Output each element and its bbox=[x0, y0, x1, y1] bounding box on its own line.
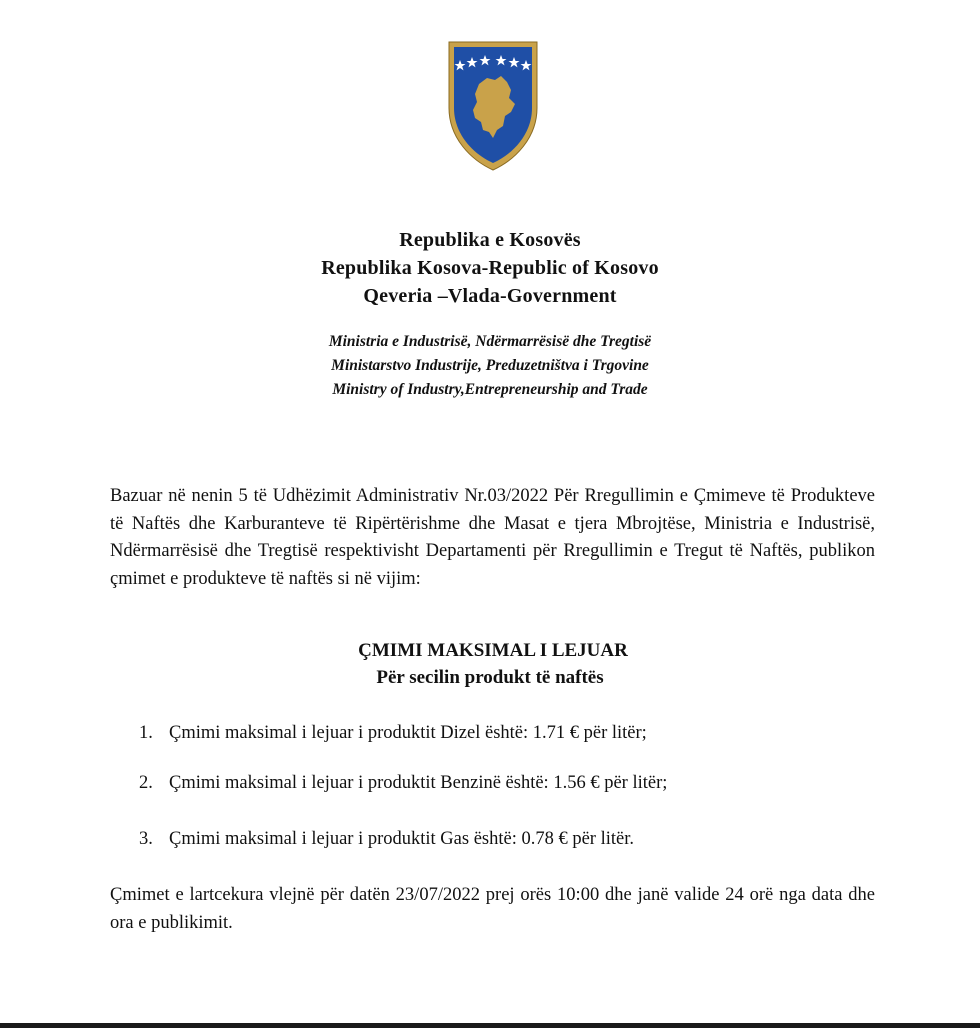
gov-line-albanian: Republika e Kosovës bbox=[399, 229, 581, 251]
gov-line-government: Qeveria –Vlada-Government bbox=[363, 285, 617, 307]
price-item-petrol bbox=[139, 770, 667, 796]
ministry-header bbox=[0, 330, 980, 402]
price-item-gas bbox=[139, 826, 634, 852]
price-text: Çmimi maksimal i lejuar i produktit Gas është: 0.78 € për litër. bbox=[169, 829, 634, 849]
validity-paragraph: Çmimet e lartcekura vlejnë për datën 23/07/2022 prej orës 10:00 dhe janë valide 24 orë nga data dhe ora e publikimit. bbox=[110, 885, 875, 933]
list-number: 3. bbox=[139, 829, 153, 849]
government-header bbox=[0, 226, 980, 310]
ministry-line-serbian: Ministarstvo Industrije, Preduzetništva i Trgovine bbox=[331, 357, 649, 374]
ministry-line-albanian: Ministria e Industrisë, Ndërmarrësisë dhe Tregtisë bbox=[328, 333, 652, 350]
list-number: 1. bbox=[139, 723, 153, 743]
price-title: ÇMIMI MAKSIMAL I LEJUAR bbox=[358, 640, 628, 661]
list-number: 2. bbox=[139, 773, 153, 793]
price-title-block bbox=[0, 637, 980, 691]
ministry-line-english: Ministry of Industry,Entrepreneurship and Trade bbox=[332, 381, 648, 398]
kosovo-coat-of-arms-icon bbox=[445, 38, 541, 174]
price-item-diesel bbox=[139, 720, 647, 746]
price-subtitle: Për secilin produkt të naftës bbox=[376, 667, 604, 688]
bottom-border bbox=[0, 1023, 980, 1028]
price-text: Çmimi maksimal i lejuar i produktit Dizel është: 1.71 € për litër; bbox=[169, 723, 647, 743]
price-text: Çmimi maksimal i lejuar i produktit Benzinë është: 1.56 € për litër; bbox=[169, 773, 668, 793]
intro-paragraph: Bazuar në nenin 5 të Udhëzimit Administrativ Nr.03/2022 Për Rregullimin e Çmimeve të Produkteve të Naftës dhe Karburanteve të Ripërtërishme dhe Masat e tjera Mbrojtëse, Ministria e Industrisë, Ndërmarrësisë dhe Tregtisë respektivisht Departamenti për Rregullimin e Tregut të Naftës, publikon çmimet e produkteve të naftës si në vijim: bbox=[110, 486, 875, 589]
gov-line-serbian-english: Republika Kosova-Republic of Kosovo bbox=[321, 257, 659, 279]
